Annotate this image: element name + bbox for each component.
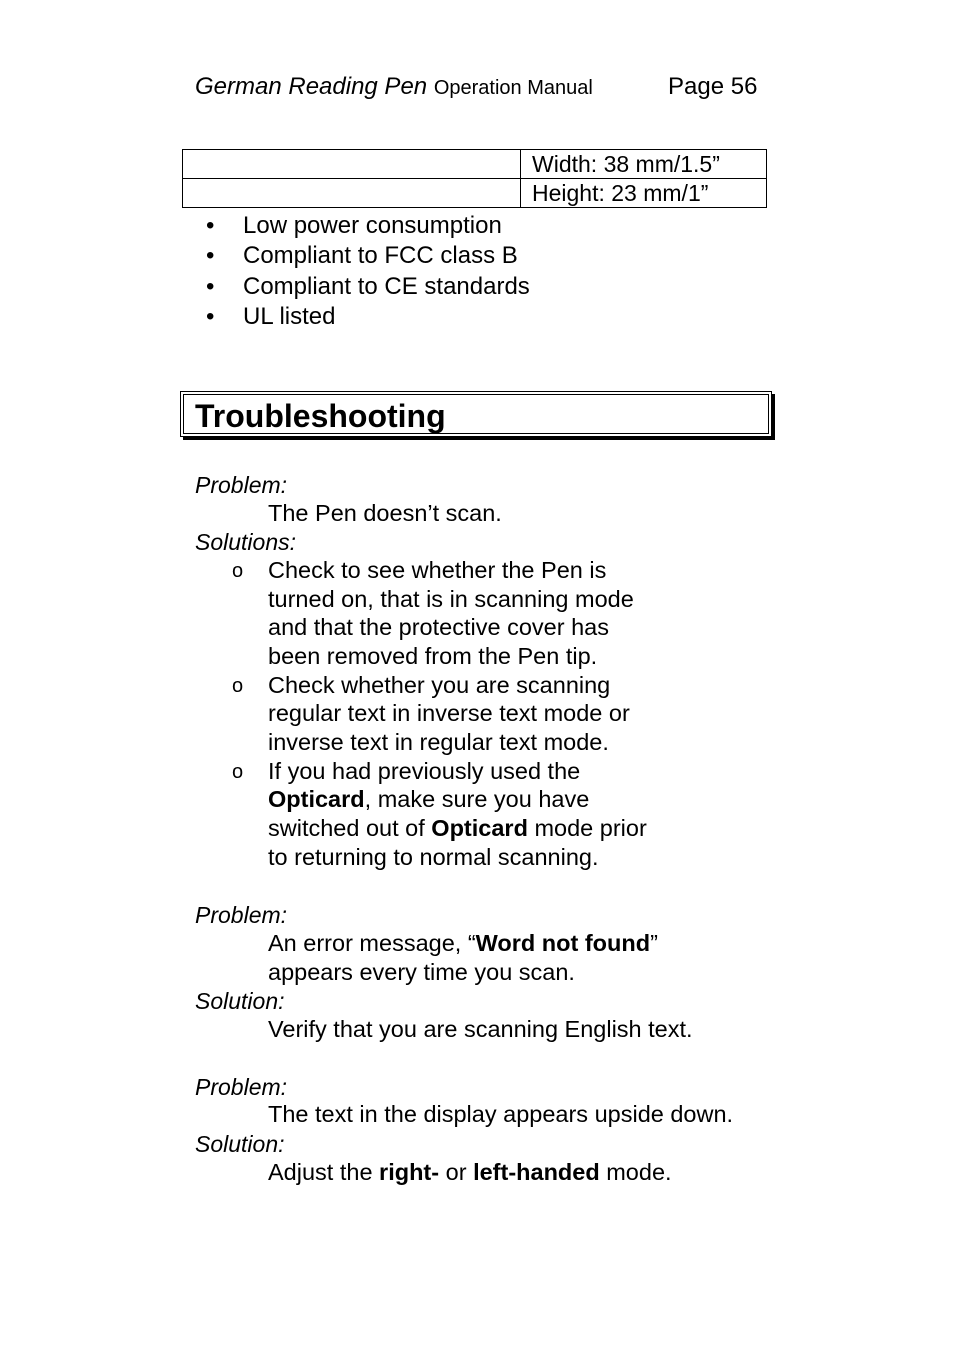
spec-label-cell <box>183 150 521 179</box>
solution-line: turned on, that is in scanning mode <box>268 586 634 612</box>
spec-table <box>182 149 767 208</box>
circle-bullet-icon: o <box>232 675 244 697</box>
solution-line: switched out of Opticard mode prior <box>268 815 647 841</box>
solution-line: If you had previously used the <box>268 758 581 784</box>
manual-subtitle: Operation Manual <box>433 77 593 99</box>
list-item: • UL listed <box>206 302 336 330</box>
list-item: • Compliant to CE standards <box>206 272 530 300</box>
page-header-title <box>195 73 593 101</box>
section-title: Troubleshooting <box>195 398 446 434</box>
manual-title: German Reading Pen <box>195 73 428 100</box>
solution-line: regular text in inverse text mode or <box>268 700 630 726</box>
circle-bullet-icon: o <box>232 761 244 783</box>
problem-label: Problem: <box>195 472 288 498</box>
solution-line: Opticard, make sure you have <box>268 786 590 812</box>
spec-value-cell: Width: 38 mm/1.5” <box>521 150 767 179</box>
problem-text: An error message, “Word not found” <box>268 930 658 956</box>
problem-text: appears every time you scan. <box>268 959 575 985</box>
section-heading-box <box>180 391 772 437</box>
solution-line: been removed from the Pen tip. <box>268 643 598 669</box>
solution-text: Adjust the right- or left-handed mode. <box>268 1159 672 1185</box>
table-row <box>183 179 767 208</box>
solution-line: and that the protective cover has <box>268 614 609 640</box>
page-number: Page 56 <box>668 73 758 100</box>
solution-line: Check to see whether the Pen is <box>268 557 607 583</box>
solution-label: Solution: <box>195 1131 285 1157</box>
spec-label-cell <box>183 179 521 208</box>
problem-text: The text in the display appears upside down. <box>268 1101 734 1127</box>
table-row <box>183 150 767 179</box>
problem-label: Problem: <box>195 1074 288 1100</box>
problem-label: Problem: <box>195 902 288 928</box>
solution-label: Solutions: <box>195 529 297 555</box>
feature-list <box>206 211 530 332</box>
solution-line: Check whether you are scanning <box>268 672 611 698</box>
spec-value-cell: Height: 23 mm/1” <box>521 179 767 208</box>
list-item: • Low power consumption <box>206 212 502 239</box>
bullet-icon: • <box>206 302 215 330</box>
solution-line: inverse text in regular text mode. <box>268 729 609 755</box>
solution-line: to returning to normal scanning. <box>268 844 599 870</box>
list-item: • Compliant to FCC class B <box>206 242 518 270</box>
bullet-icon: • <box>206 212 215 239</box>
bullet-icon: • <box>206 242 215 270</box>
circle-bullet-icon: o <box>232 560 244 582</box>
solution-text: Verify that you are scanning English text. <box>268 1016 693 1042</box>
solution-label: Solution: <box>195 988 285 1014</box>
problem-text: The Pen doesn’t scan. <box>268 500 502 526</box>
bullet-icon: • <box>206 272 215 300</box>
